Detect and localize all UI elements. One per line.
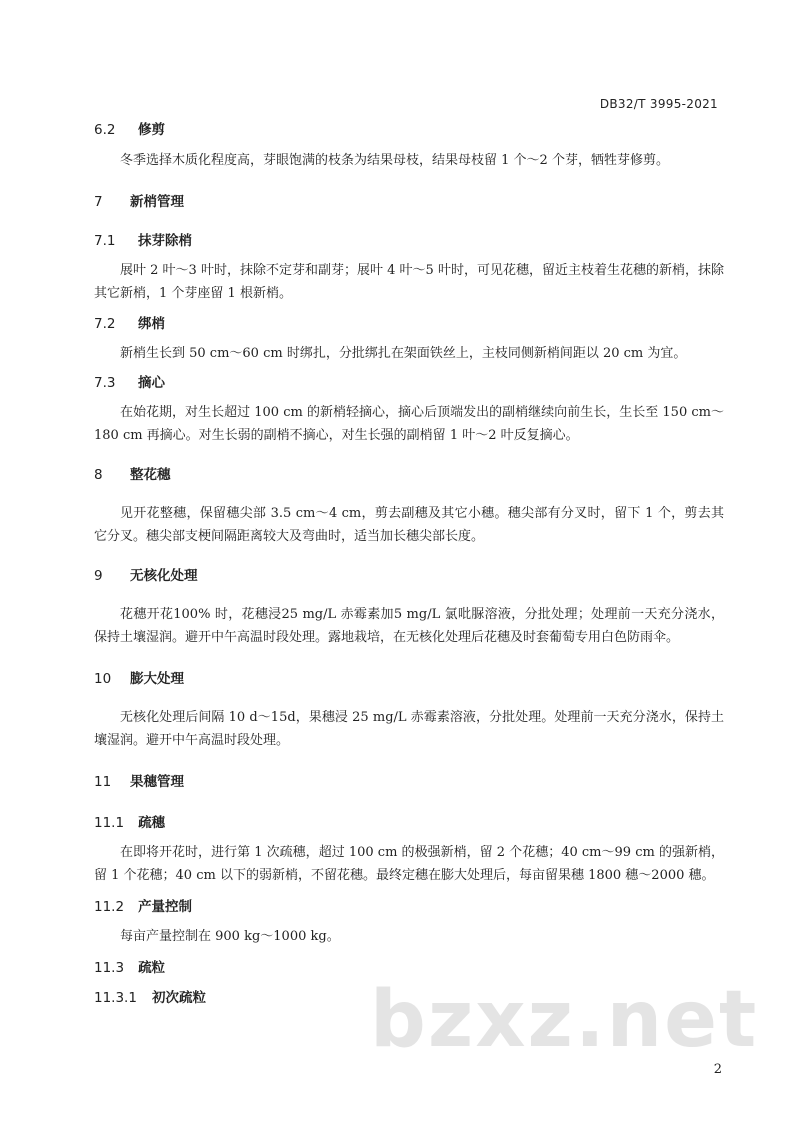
heading-title: 抹芽除梢 (138, 233, 192, 249)
paragraph: 展叶 2 叶～3 叶时，抹除不定芽和副芽；展叶 4 叶～5 叶时，可见花穗，留近主枝着生花穗的新梢，抹除其它新梢，1 个芽座留 1 根新梢。 (94, 263, 724, 301)
paragraph: 花穗开花100% 时，花穗浸25 mg/L 赤霉素加5 mg/L 氯吡脲溶液，分批处理；处理前一天充分浇水，保持土壤湿润。避开中午高温时段处理。露地栽培，在无核化处理后花穗及时套葡萄专用白色防雨伞。 (94, 607, 724, 645)
heading-number: 6.2 (94, 122, 116, 138)
heading-title: 初次疏粒 (152, 990, 206, 1006)
heading-title: 膨大处理 (130, 671, 184, 687)
page-number: 2 (713, 1062, 722, 1077)
heading-9 (94, 566, 724, 586)
paragraph: 冬季选择木质化程度高，芽眼饱满的枝条为结果母枝，结果母枝留 1 个～2 个芽，牺牲芽修剪。 (120, 153, 669, 168)
heading-number: 8 (94, 467, 103, 483)
heading-7-1 (94, 231, 724, 251)
paragraph: 在即将开花时，进行第 1 次疏穗，超过 100 cm 的极强新梢，留 2 个花穗；40 cm～99 cm 的强新梢，留 1 个花穗；40 cm 以下的弱新梢，不留花穗。最终定穗在膨大处理后，每亩留果穗 1800 穗～2000 穗。 (94, 845, 724, 883)
paragraph: 在始花期，对生长超过 100 cm 的新梢轻摘心，摘心后顶端发出的副梢继续向前生长，生长至 150 cm～180 cm 再摘心。对生长弱的副梢不摘心，对生长强的副梢留 1 叶～2 叶反复摘心。 (94, 405, 724, 443)
paragraph: 每亩产量控制在 900 kg～1000 kg。 (120, 929, 340, 944)
heading-number: 9 (94, 568, 103, 584)
heading-title: 产量控制 (138, 899, 193, 915)
heading-title: 果穗管理 (130, 774, 184, 790)
heading-7-3 (94, 373, 724, 393)
heading-number: 11.3.1 (94, 990, 137, 1006)
heading-7-2 (94, 314, 724, 334)
heading-title: 无核化处理 (130, 568, 198, 584)
paragraph: 见开花整穗，保留穗尖部 3.5 cm～4 cm，剪去副穗及其它小穗。穗尖部有分叉时，留下 1 个，剪去其它分叉。穗尖部支梗间隔距离较大及弯曲时，适当加长穗尖部长度。 (94, 506, 724, 544)
heading-title: 疏穗 (138, 815, 166, 831)
heading-title: 整花穗 (130, 467, 171, 483)
heading-title: 修剪 (138, 122, 165, 138)
heading-11-2 (94, 897, 724, 917)
heading-7 (94, 192, 724, 212)
heading-number: 11.1 (94, 815, 125, 831)
heading-title: 绑梢 (138, 316, 165, 332)
heading-8 (94, 465, 724, 485)
heading-10 (94, 669, 724, 689)
heading-6-2 (94, 120, 724, 140)
heading-number: 11.3 (94, 960, 125, 976)
heading-11 (94, 772, 724, 792)
heading-number: 7.3 (94, 375, 116, 391)
heading-number: 7.1 (94, 233, 116, 249)
heading-number: 11 (94, 774, 112, 790)
doc-code: DB32/T 3995-2021 (599, 97, 718, 111)
watermark: bzxz.net (370, 975, 759, 1065)
heading-11-1 (94, 813, 724, 833)
heading-title: 疏粒 (138, 960, 166, 976)
heading-number: 11.2 (94, 899, 125, 915)
heading-title: 新梢管理 (130, 194, 184, 210)
heading-number: 7 (94, 194, 103, 210)
paragraph: 无核化处理后间隔 10 d～15d，果穗浸 25 mg/L 赤霉素溶液，分批处理。处理前一天充分浇水，保持土壤湿润。避开中午高温时段处理。 (94, 710, 724, 748)
heading-number: 7.2 (94, 316, 116, 332)
document-body (94, 120, 724, 1008)
heading-title: 摘心 (138, 375, 165, 391)
paragraph: 新梢生长到 50 cm～60 cm 时绑扎，分批绑扎在架面铁丝上，主枝同侧新梢间距以 20 cm 为宜。 (120, 346, 687, 361)
heading-number: 10 (94, 671, 112, 687)
